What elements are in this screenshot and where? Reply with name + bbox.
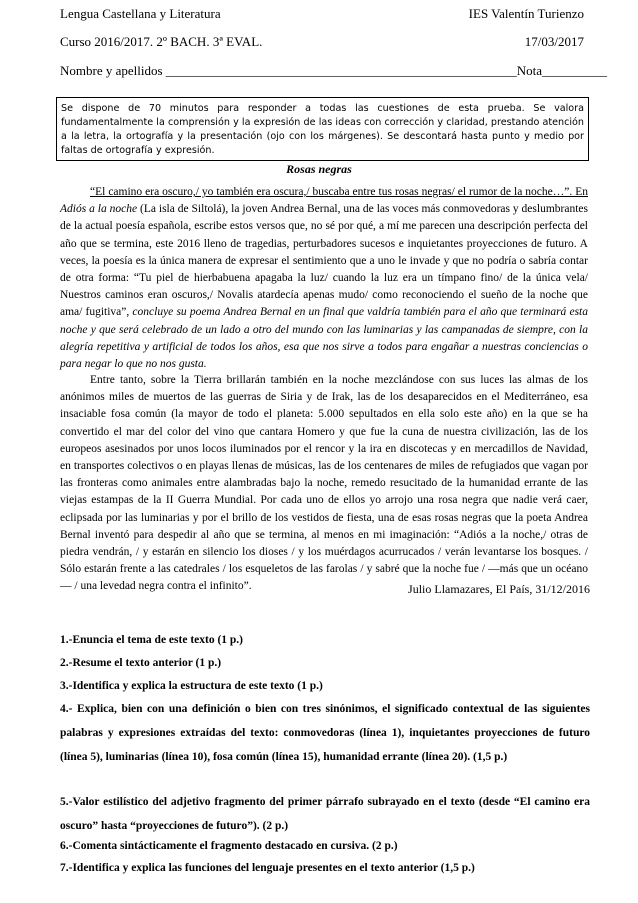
question-5: 5.-Valor estilístico del adjetivo fragmento del primer párrafo subrayado en el texto (desde “El camino era oscuro” hasta “proyecciones de futuro”). (2 p.) [60,796,590,832]
instructions-box: Se dispone de 70 minutos para responder a todas las cuestiones de esta prueba. Se valora fundamentalmente la comprensión y la expresión de las ideas con corrección y claridad, prestando atención a la letra, la ortografía y la presentación (ojo con los márgenes). Se descontará hasta punto y medio por faltas de ortografía y expresión. [56,97,589,161]
paragraph-1 [60,184,588,373]
question-7: 7.-Identifica y explica las funciones del lenguaje presentes en el texto anterior (1,5 p.) [60,862,475,874]
subject-label: Lengua Castellana y Literatura [60,6,221,21]
question-3: 3.-Identifica y explica la estructura de este texto (1 p.) [60,680,323,692]
question-1: 1.-Enuncia el tema de este texto (1 p.) [60,634,244,646]
school-label: IES Valentín Turienzo [468,6,584,21]
question-6: 6.-Comenta sintácticamente el fragmento destacado en cursiva. (2 p.) [60,840,398,852]
paragraph-1-italic-title: Adiós a la noche [60,203,138,216]
paragraph-1-underlined: “El camino era oscuro,/ yo también era oscura,/ buscaba entre tus rosas negras/ el rumor de la noche…”. En [90,186,588,198]
date-label: 17/03/2017 [524,34,584,49]
text-title: Rosas negras [286,162,352,176]
source-citation: Julio Llamazares, El País, 31/12/2016 [408,582,590,596]
name-grade-line: Nombre y apellidos ______________________________________________________Nota__________ [60,63,608,78]
paragraph-1-italic-quote: concluye su poema Andrea Bernal en un final que valdría también para el año que terminará esta noche y que será celebrado de un lado a otro del mundo con las luminarias y las campanadas de siempre, con la alegría repetitiva y artificial de todos los años, esa que nos sirve a todos para engañar a nuestras conciencias o para negar lo que no nos gusta. [60,306,588,371]
question-2: 2.-Resume el texto anterior (1 p.) [60,657,222,669]
course-label: Curso 2016/2017. 2º BACH. 3ª EVAL. [60,34,263,49]
question-4: 4.- Explica, bien con una definición o bien con tres sinónimos, el significado contextual de las siguientes palabras y expresiones extraídas del texto: conmovedoras (línea 1), inquietantes proyecciones de futuro (línea 5), luminarias (línea 10), fosa común (línea 15), humanidad errante (línea 20). (1,5 p.) [60,703,590,763]
paragraph-1-text: (La isla de Siltolá), la joven Andrea Bernal, una de las voces más conmovedoras y deslumbrantes de la actual poesía española, escribe estos versos que, no sé por qué, a mí me parecen una descripción perfecta del año que se termina, este 2016 lleno de tragedias, perturbadores sucesos e inquietantes proyecciones de futuro. A veces, la poesía es la única manera de expresar el sentimiento que a uno le invade y que no podría o sabría contar de otra forma: “Tu piel de hierbabuena apagaba la luz/ cuando la luz era un tímpano fino/ de la única vela/ Nuestros caminos eran oscuros,/ Novalis atardecía apenas mudo/ como reconociendo el sueño de la noche que ama/ fugitiva”, [60,203,588,319]
paragraph-2: Entre tanto, sobre la Tierra brillarán también en la noche mezclándose con sus luces las almas de los anónimos miles de muertos de las guerras de Siria y de Irak, las de los desaparecidos en el Mediterráneo, esa insaciable fosa común (la mayor de todo el planeta: 5.000 sepultados en ella solo este año) en la que se ha convertido el mar del color del vino que cantara Homero y que fue la cuna de nuestra civilización, las de los europeos asesinados por unos locos iluminados por el rencor y la ira en discotecas y en mercadillos de Navidad, en transportes colectivos o en playas llenas de músicas, las de los centenares de miles de refugiados que vagan por las fronteras como animales entre alambradas bajo la noche, remedo resucitado de la humanidad errante de las viejas estampas de la II Guerra Mundial. Por cada uno de ellos yo arrojo una rosa negra que nadie verá caer, eclipsada por las luminarias y por el brillo de los vestidos de fiesta, una de esas rosas negras que la poeta Andrea Bernal inventó para despedir al año que se termina, al menos en mi imaginación: “Adiós a la noche,/ otras de piedra vendrán, / y estarán en silencio los dioses / y los muérdagos acurrucados / verán levantarse los bosques. / Sólo estarán frente a las catedrales / los esqueletos de las farolas / y sabré que la noche fue / —más que un océano— / una levedad negra contra el infinito”. [60,374,588,593]
